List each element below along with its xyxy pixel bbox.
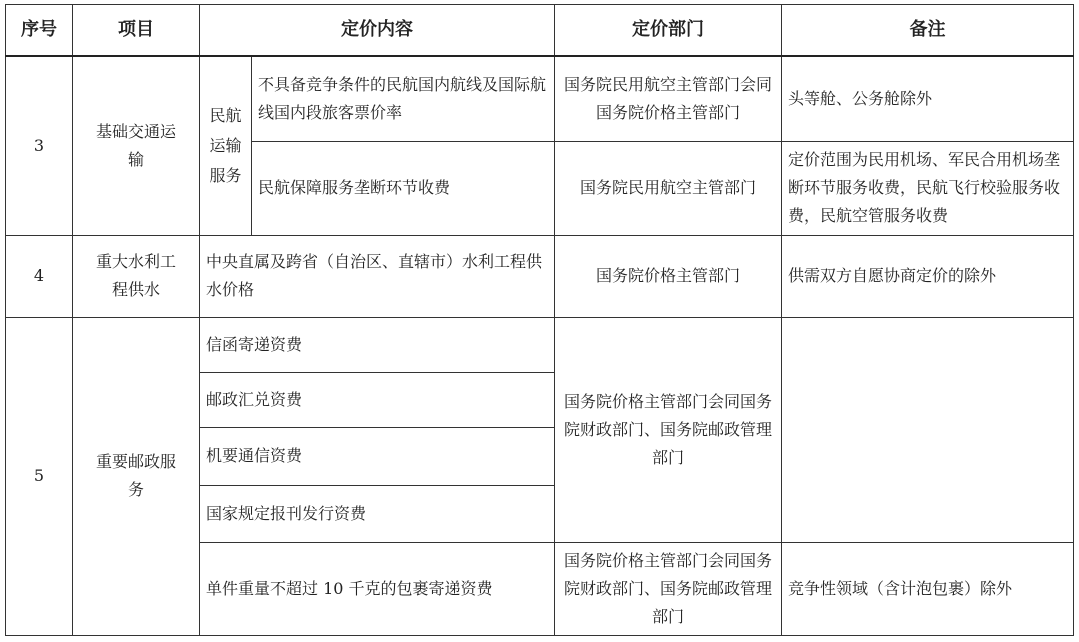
row3-content-1: 不具备竞争条件的民航国内航线及国际航线国内段旅客票价率 [252,56,555,141]
header-note: 备注 [782,5,1074,57]
row4-content: 中央直属及跨省（自治区、直辖市）水利工程供水价格 [200,235,555,317]
row4-note: 供需双方自愿协商定价的除外 [782,235,1074,317]
header-row [6,5,1074,57]
header-dept: 定价部门 [555,5,782,57]
row5-dept-1: 国务院价格主管部门会同国务院财政部门、国务院邮政管理部门 [555,317,782,542]
header-item: 项目 [73,5,200,57]
row4-dept: 国务院价格主管部门 [555,235,782,317]
row3-note-2: 定价范围为民用机场、军民合用机场垄断环节服务收费，民航飞行校验服务收费，民航空管服务收费 [782,141,1074,235]
row3-note-1: 头等舱、公务舱除外 [782,56,1074,141]
header-content: 定价内容 [200,5,555,57]
row3-subcategory: 民航运输服务 [200,56,252,235]
row5-content-3: 机要通信资费 [200,427,555,485]
row4-item: 重大水利工程供水 [73,235,200,317]
row3-dept-2: 国务院民用航空主管部门 [555,141,782,235]
row3-content-2: 民航保障服务垄断环节收费 [252,141,555,235]
row5-content-4: 国家规定报刊发行资费 [200,485,555,542]
row3-seq: 3 [6,56,73,235]
row5-seq: 5 [6,317,73,635]
row3-dept-1: 国务院民用航空主管部门会同国务院价格主管部门 [555,56,782,141]
pricing-table [5,4,1074,636]
row5-item: 重要邮政服务 [73,317,200,635]
row5-dept-2: 国务院价格主管部门会同国务院财政部门、国务院邮政管理部门 [555,542,782,635]
table-row [6,235,1074,317]
row5-content-2: 邮政汇兑资费 [200,372,555,427]
table-row [6,317,1074,372]
row4-seq: 4 [6,235,73,317]
table-row [6,56,1074,141]
row5-note-5: 竞争性领域（含计泡包裹）除外 [782,542,1074,635]
row5-note-empty [782,317,1074,542]
row5-content-5: 单件重量不超过 10 千克的包裹寄递资费 [200,542,555,635]
header-seq: 序号 [6,5,73,57]
row3-item: 基础交通运输 [73,56,200,235]
row5-content-1: 信函寄递资费 [200,317,555,372]
